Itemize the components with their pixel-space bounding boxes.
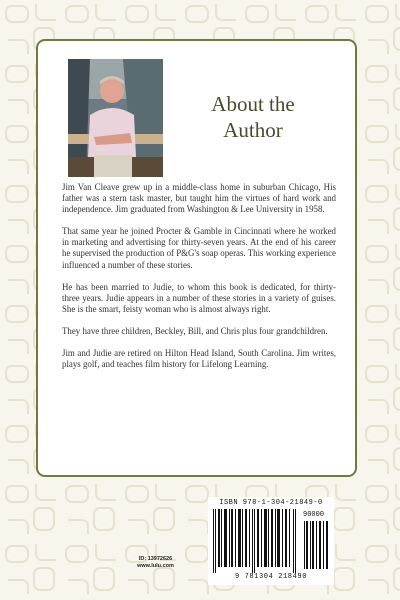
author-bio (62, 182, 336, 381)
author-photo (68, 59, 163, 177)
lulu-id-label (128, 556, 183, 570)
about-panel (36, 39, 357, 477)
bio-paragraph: He has been married to Judie, to whom this book is dedicated, for thirty-three years. Judie appears in a number of these stories in a variety of guises. She is the smart, feisty woman who is almost always right. (62, 281, 336, 314)
page-title: About the Author (211, 92, 295, 142)
price-code: 90000 (303, 511, 325, 519)
bio-paragraph: Jim and Judie are retired on Hilton Head Island, South Carolina. Jim writes, plays golf, and teaches film history for Lifelong Learning. (62, 348, 336, 370)
lulu-site: www.lulu.com (137, 563, 174, 569)
bio-paragraph: Jim Van Cleave grew up in a middle-class home in suburban Chicago, His father was a stern task master, but taught him the virtues of hard work and independence. Jim graduated from Washington & Lee University in 1958. (62, 182, 336, 215)
barcode-box (208, 497, 334, 585)
bio-paragraph: They have three children, Beckley, Bill, and Chris plus four grandchildren. (62, 325, 328, 336)
addon-barcode-icon (303, 521, 331, 569)
isbn-text: ISBN 978-1-304-21849-0 (219, 499, 323, 507)
barcode-icon (211, 509, 301, 573)
lulu-id: ID: 13972626 (138, 556, 173, 562)
bio-paragraph: That same year he joined Procter & Gamble in Cincinnati where he worked in marketing and advertising for thirty-seven years. At the end of his career he supervised the production of P&G's soap operas. This working experience influenced a number of these stories. (62, 226, 336, 270)
ean-digits: 9 781304 218490 (234, 573, 307, 581)
